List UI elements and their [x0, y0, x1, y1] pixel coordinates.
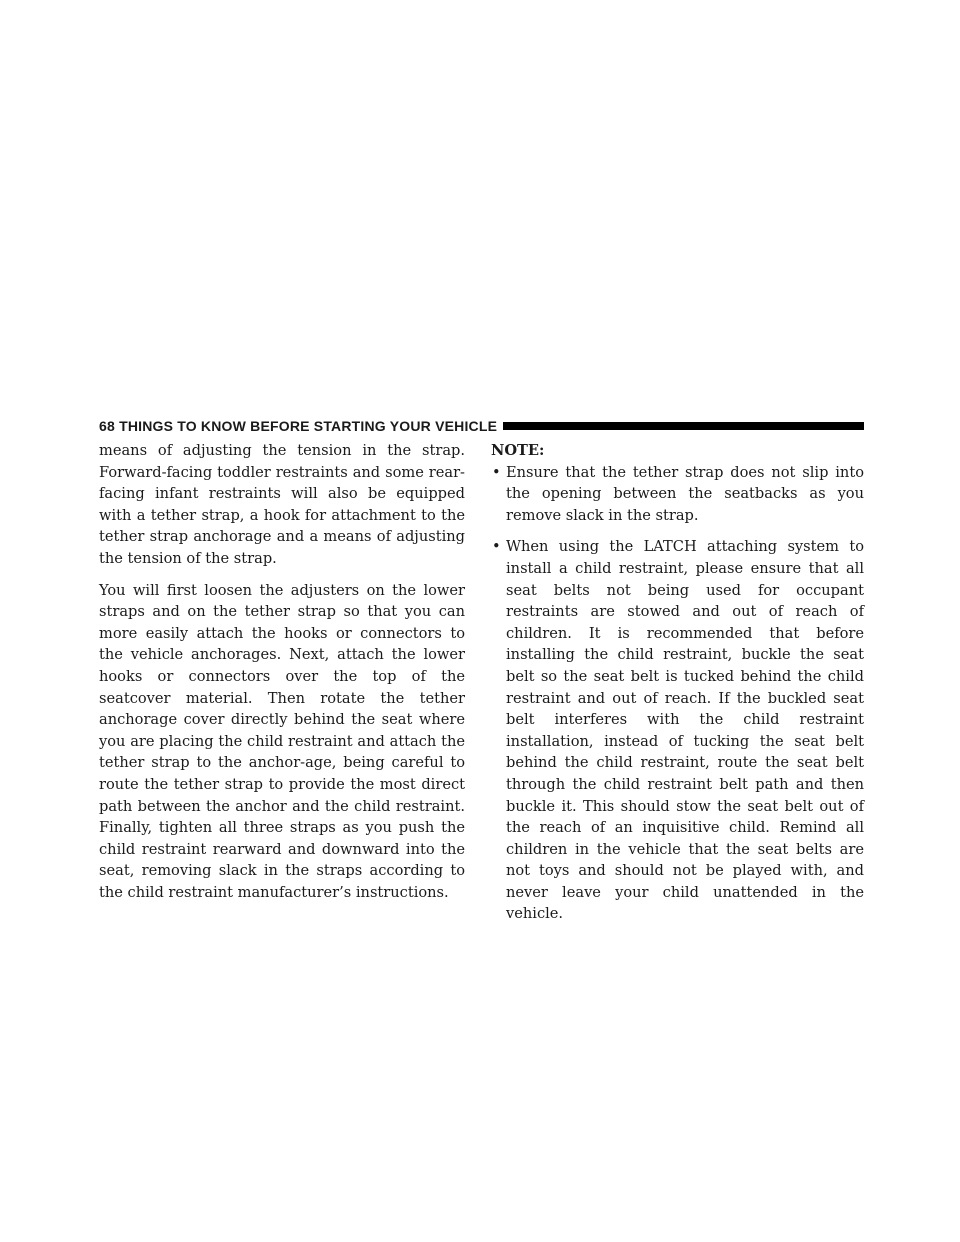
note-list	[491, 462, 864, 925]
page-header	[99, 415, 864, 437]
bullet-icon: •	[492, 538, 501, 556]
note-item-1	[491, 462, 864, 527]
left-column	[99, 440, 465, 913]
note-item-text: When using the LATCH attaching system to install a child restraint, please ensure that all seat belts not being used for occupant restraints are stowed and out of reach of children. It is recommended that before installing the child restraint, buckle the seat belt so the seat belt is tucked behind the child restraint and out of reach. If the buckled seat belt interferes with the child restraint installation, instead of tucking the seat belt behind the child restraint, route the seat belt through the child restraint belt path and then buckle it. This should stow the seat belt out of the reach of an inquisitive child. Remind all children in the vehicle that the seat belts are not toys and should not be played with, and never leave your child unattended in the vehicle.	[506, 538, 864, 923]
header-label	[99, 418, 497, 434]
note-heading: NOTE:	[491, 442, 545, 459]
page-number: 68	[99, 418, 115, 434]
note-item-text: Ensure that the tether strap does not slip into the opening between the seatbacks as you remove slack in the strap.	[506, 463, 864, 524]
section-title: THINGS TO KNOW BEFORE STARTING YOUR VEHICLE	[119, 418, 498, 434]
body-paragraph-1: means of adjusting the tension in the strap. Forward-facing toddler restraints and some rear-facing infant restraints will also be equipped with a tether strap, a hook for attachment to the tether strap anchorage and a means of adjusting the tension of the strap.	[99, 442, 465, 567]
header-rule	[503, 422, 864, 430]
bullet-icon: •	[492, 463, 501, 481]
body-paragraph-2: You will first loosen the adjusters on the lower straps and on the tether strap so that you can more easily attach the hooks or connectors to the vehicle anchorages. Next, attach the lower hooks or connectors over the top of the seatcover material. Then rotate the tether anchorage cover directly behind the seat where you are placing the child restraint and attach the tether strap to the anchor-age, being careful to route the tether strap to provide the most direct path between the anchor and the child restraint. Finally, tighten all three straps as you push the child restraint rearward and downward into the seat, removing slack in the straps according to the child restraint manufacturer’s instructions.	[99, 581, 465, 901]
right-column	[491, 440, 864, 935]
note-item-2	[491, 536, 864, 925]
